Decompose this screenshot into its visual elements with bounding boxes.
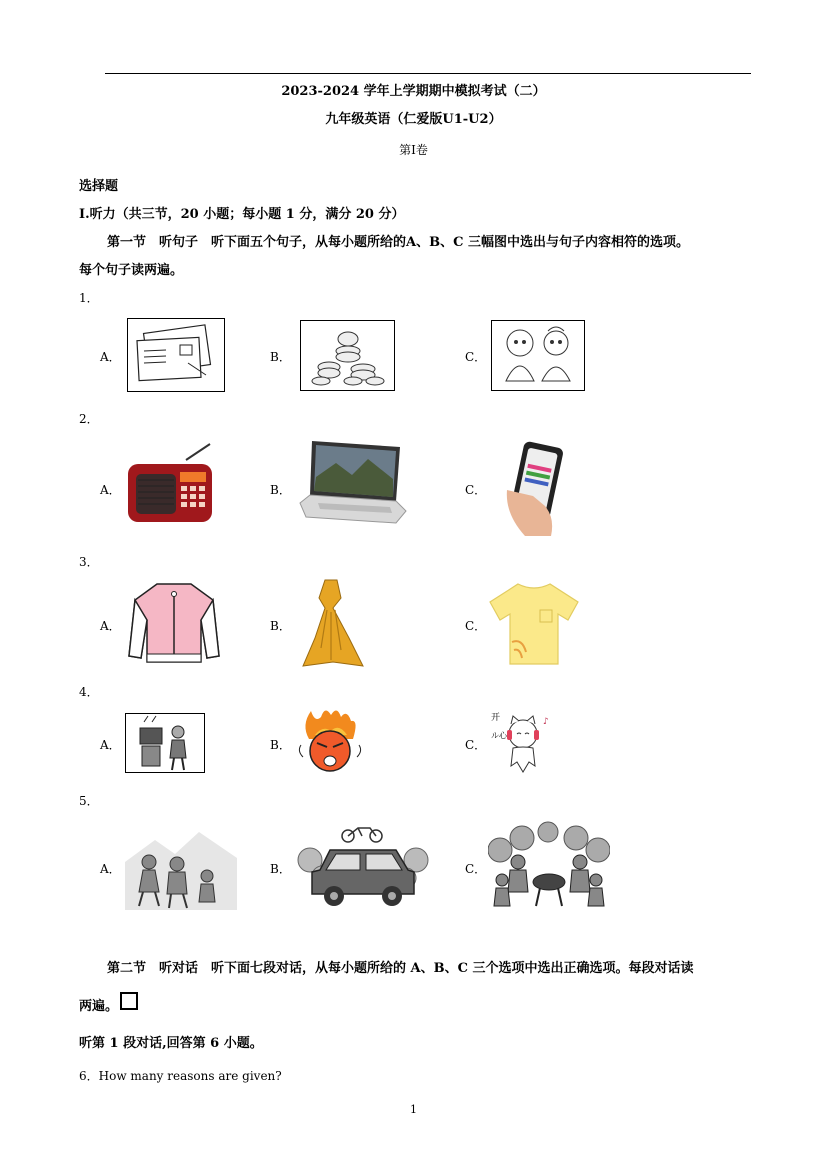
exam-subtitle: 九年级英语（仁爱版U1-U2）	[325, 112, 502, 127]
question-number: 1．	[79, 291, 99, 305]
svg-text:开: 开	[491, 713, 501, 723]
exam-title: 2023-2024 学年上学期期中模拟考试（二）	[281, 84, 546, 99]
radio-icon	[124, 440, 219, 525]
option-label: B．	[270, 350, 291, 364]
option-label: A．	[100, 738, 121, 752]
option-label: B．	[270, 483, 291, 497]
part1-instruction-line2: 每个句子读两遍。	[79, 263, 184, 278]
option-label: A．	[100, 350, 121, 364]
jacket-icon	[127, 580, 221, 666]
question-6: 6．How many reasons are given?	[79, 1069, 282, 1083]
postcards-icon	[127, 318, 225, 392]
tshirt-icon	[488, 580, 580, 666]
option-label: C．	[465, 350, 487, 364]
part2-instruction-line2: 两遍。	[79, 999, 119, 1014]
part1-heading: Ⅰ.听力（共三节，20 小题；每小题 1 分，满分 20 分）	[79, 207, 405, 222]
part2-instruction-line1: 第二节 听对话 听下面七段对话，从每小题所给的 A、B、C 三个选项中选出正确选项。每段对话读	[107, 961, 694, 976]
angry-face-icon	[295, 705, 365, 777]
smartphone-icon	[503, 440, 565, 540]
answer-box[interactable]	[120, 992, 138, 1010]
svg-text:♪: ♪	[543, 717, 549, 727]
laptop-icon	[296, 437, 408, 525]
dress-icon	[297, 578, 367, 670]
picnic-family-icon	[488, 820, 610, 914]
option-label: C．	[465, 862, 487, 876]
coins-icon	[300, 320, 395, 391]
option-label: C．	[465, 483, 487, 497]
page-number: 1	[410, 1103, 417, 1116]
volume-label: 第I卷	[399, 143, 428, 157]
car-trip-icon	[296, 820, 430, 912]
question-number: 2．	[79, 412, 99, 426]
tv-noise-icon	[125, 713, 205, 773]
dolls-icon	[491, 320, 585, 391]
option-label: B．	[270, 619, 291, 633]
option-label: C．	[465, 619, 487, 633]
option-label: B．	[270, 862, 291, 876]
option-label: C．	[465, 738, 487, 752]
option-label: A．	[100, 619, 121, 633]
question-number: 4．	[79, 685, 99, 699]
question-number: 3．	[79, 555, 99, 569]
part2-sub-heading: 听第 1 段对话,回答第 6 小题。	[79, 1036, 263, 1051]
option-label: A．	[100, 862, 121, 876]
option-label: A．	[100, 483, 121, 497]
hiking-family-icon	[125, 822, 237, 910]
happy-cat-music-icon	[489, 710, 555, 776]
option-label: B．	[270, 738, 291, 752]
part1-instruction-line1: 第一节 听句子 听下面五个句子，从每小题所给的A、B、C 三幅图中选出与句子内容相符的选项。	[107, 235, 689, 250]
header-rule	[105, 73, 751, 74]
svg-text:ル心: ル心	[491, 731, 507, 740]
section-label: 选择题	[79, 179, 119, 194]
question-number: 5．	[79, 794, 99, 808]
